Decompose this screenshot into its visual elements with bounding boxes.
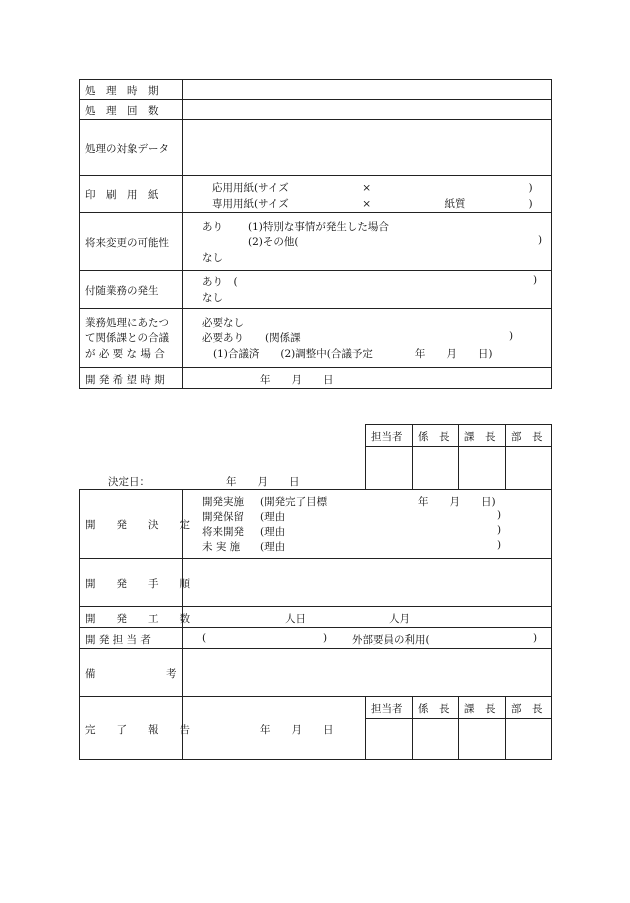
- processing-count-label: 処 理 回 数: [85, 105, 159, 117]
- future-change-yes: あり: [202, 221, 223, 233]
- dev-person-external-close: ): [533, 632, 538, 644]
- dev-person-external: 外部要員の利用(: [352, 634, 430, 646]
- dev-procedure-label: 開 発 手 順: [85, 578, 190, 590]
- completion-header-kacho: 課 長: [464, 703, 496, 715]
- consultation-label-line1: 業務処理にあたつ: [85, 317, 169, 329]
- dev-decision-detail-4: (理由: [260, 541, 286, 553]
- dev-effort-label: 開 発 工 数: [85, 613, 190, 625]
- approval-header-tanto: 担当者: [371, 431, 403, 443]
- desired-period-label: 開 発 希 望 時 期: [85, 374, 165, 386]
- dev-decision-close-2: ): [497, 509, 502, 521]
- decision-date-label: 決定日：: [108, 476, 150, 488]
- dev-decision-close-4: ): [497, 539, 502, 551]
- dev-decision-item-4: 未 実 施: [202, 541, 241, 553]
- processing-period-label: 処 理 時 期: [85, 85, 159, 97]
- future-change-close: ): [538, 234, 543, 246]
- consultation-label-line2: て関係課との合議: [85, 332, 169, 344]
- dev-decision-detail-2: (理由: [260, 511, 286, 523]
- completion-header-kakaricho: 係 長: [418, 703, 450, 715]
- future-change-reason1: (1)特別な事情が発生した場合: [248, 221, 389, 233]
- consultation-label-line3: が 必 要 な 場 合: [85, 348, 165, 360]
- future-change-reason2: (2)その他(: [248, 236, 299, 248]
- completion-header-bucho: 部 長: [511, 703, 543, 715]
- dev-person-close: ): [323, 632, 328, 644]
- approval-header-kakaricho: 係 長: [418, 431, 450, 443]
- target-data-label: 処理の対象データ: [85, 143, 169, 155]
- dev-decision-item-1: 開発実施: [202, 496, 244, 508]
- incidental-work-close: ): [533, 274, 538, 286]
- printing-paper-label: 印 刷 用 紙: [85, 189, 159, 201]
- dev-decision-item-2: 開発保留: [202, 511, 244, 523]
- desired-period-date: 年 月 日: [260, 374, 334, 386]
- remarks-label-char2: 考: [166, 668, 177, 680]
- future-change-label: 将来変更の可能性: [85, 237, 169, 249]
- decision-date-value: 年 月 日: [226, 476, 300, 488]
- completion-report-label: 完 了 報 告: [85, 724, 190, 736]
- completion-header-tanto: 担当者: [371, 703, 403, 715]
- remarks-label-char1: 備: [85, 668, 96, 680]
- dev-decision-detail-1: (開発完了目標: [260, 496, 328, 508]
- consultation-status: (1)合議済 (2)調整中(合議予定 年 月 日): [213, 348, 493, 360]
- dev-person-label: 開 発 担 当 者: [85, 634, 151, 646]
- dev-decision-detail-3: (理由: [260, 526, 286, 538]
- dev-decision-date-1: 年 月 日): [418, 496, 496, 508]
- approval-header-kacho: 課 長: [464, 431, 496, 443]
- dev-effort-unit-months: 人月: [389, 613, 410, 625]
- incidental-work-label: 付随業務の発生: [85, 285, 159, 297]
- printing-paper-line2: 専用用紙(サイズ × 紙質 ): [212, 198, 533, 210]
- dev-person-open: (: [202, 632, 207, 644]
- incidental-work-yes: あり (: [202, 276, 238, 288]
- consultation-needed: 必要あり (関係課: [202, 332, 301, 344]
- consultation-needed-close: ): [509, 330, 514, 342]
- printing-paper-line1: 応用用紙(サイズ × ): [212, 182, 533, 194]
- future-change-no: なし: [202, 252, 223, 264]
- consultation-not-needed: 必要なし: [202, 317, 244, 329]
- incidental-work-no: なし: [202, 292, 223, 304]
- dev-decision-item-3: 将来開発: [202, 526, 244, 538]
- approval-header-bucho: 部 長: [511, 431, 543, 443]
- dev-decision-label: 開 発 決 定: [85, 519, 190, 531]
- completion-report-date: 年 月 日: [260, 724, 334, 736]
- dev-decision-close-3: ): [497, 524, 502, 536]
- dev-effort-unit-days: 人日: [285, 613, 306, 625]
